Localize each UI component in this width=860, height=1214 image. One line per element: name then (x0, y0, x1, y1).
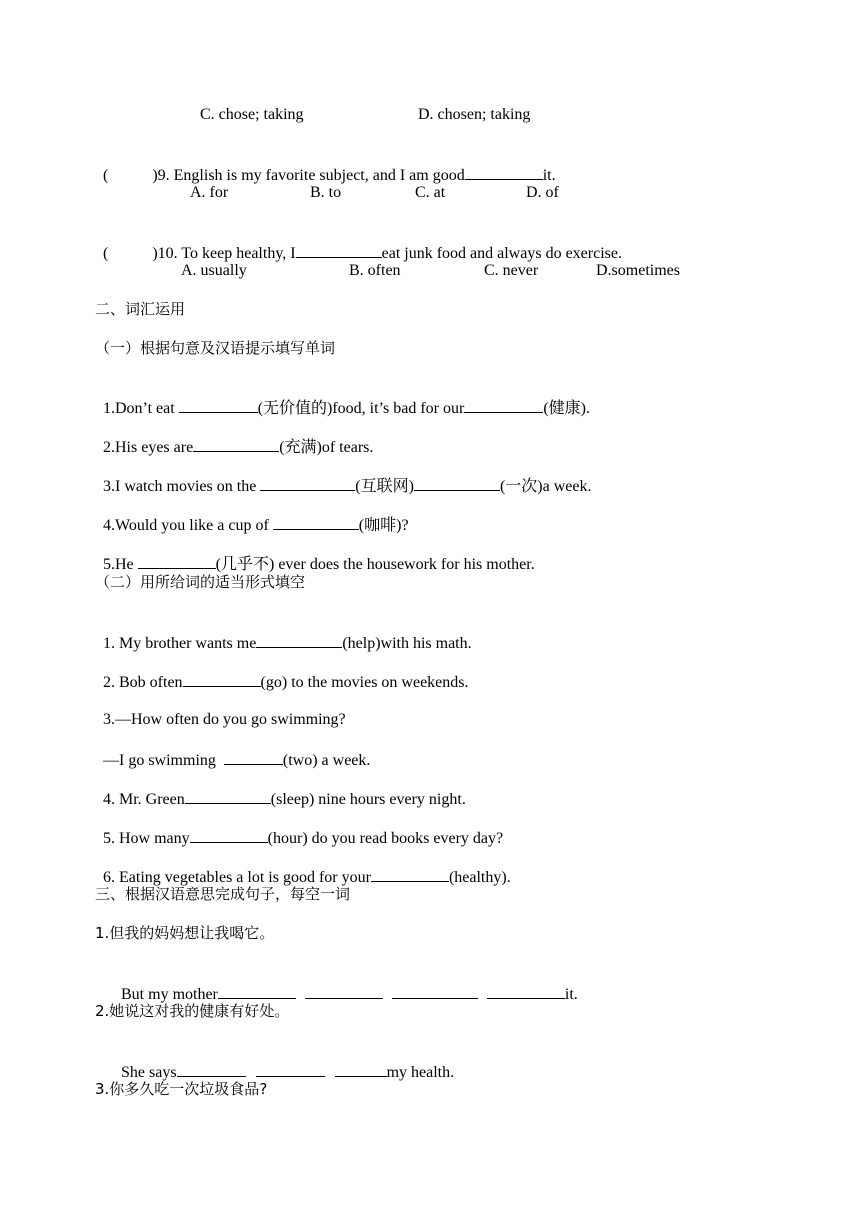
question-9 (95, 144, 556, 186)
translate-q1-chinese: 1.但我的妈妈想让我喝它。 (95, 924, 275, 942)
q10-option-c: C. never (484, 262, 539, 279)
answer-blank[interactable] (335, 1061, 387, 1077)
answer-blank[interactable] (193, 436, 279, 452)
q10-option-a: A. usually (181, 262, 247, 279)
form-q3-answer: —I go swimming (two) a week. (95, 729, 370, 771)
answer-blank[interactable] (177, 1061, 246, 1077)
vocab-q3: 3.I watch movies on the (互联网) (一次)a week. (95, 455, 592, 497)
answer-blank[interactable] (464, 397, 543, 413)
q9-option-c: C. at (415, 184, 446, 201)
vocab-q4: 4.Would you like a cup of (咖啡)? (95, 494, 409, 536)
answer-blank[interactable] (224, 749, 283, 765)
vocab-q1: 1.Don’t eat (无价值的)food, it’s bad for our (健康). (95, 377, 590, 419)
vocab-q2: 2.His eyes are (充满)of tears. (95, 416, 373, 458)
section-2-title: 二、词汇运用 (95, 300, 186, 318)
translate-q3-chinese: 3.你多久吃一次垃圾食品? (95, 1080, 268, 1098)
section-2-part-2-title: （二）用所给词的适当形式填空 (95, 573, 306, 591)
translate-q2-chinese: 2.她说这对我的健康有好处。 (95, 1002, 290, 1020)
q10-stem: )10. To keep healthy, I (152, 245, 296, 262)
form-q2: 2. Bob often (go) to the movies on weekends. (95, 651, 469, 693)
vocab-q5: 5.He (几乎不) ever does the housework for his mother. (95, 533, 535, 575)
form-q4: 4. Mr. Green (sleep) nine hours every night. (95, 768, 466, 810)
answer-blank[interactable] (138, 553, 216, 569)
section-2-part-1-title: （一）根据句意及汉语提示填写单词 (95, 339, 336, 357)
answer-blank[interactable] (296, 242, 382, 258)
answer-blank[interactable] (183, 671, 261, 687)
answer-blank[interactable] (190, 827, 268, 843)
q10-stem-end: eat junk food and always do exercise. (381, 245, 622, 262)
form-q1: 1. My brother wants me (help)with his math. (95, 612, 472, 654)
q8-option-d: D. chosen; taking (418, 106, 531, 123)
answer-blank[interactable] (371, 866, 449, 882)
answer-blank[interactable] (218, 983, 296, 999)
answer-blank[interactable] (305, 983, 383, 999)
translate-q1-english: But my mother it. (113, 963, 578, 1005)
q9-stem: )9. English is my favorite subject, and I am good (152, 167, 465, 184)
answer-blank[interactable] (179, 397, 258, 413)
q9-option-b: B. to (310, 184, 342, 201)
q10-option-d: D.sometimes (596, 262, 680, 279)
answer-blank[interactable] (392, 983, 478, 999)
answer-blank[interactable] (273, 514, 359, 530)
answer-space[interactable] (108, 165, 152, 180)
answer-paren: ( (103, 167, 109, 184)
q10-option-b: B. often (349, 262, 401, 279)
answer-blank[interactable] (256, 632, 342, 648)
answer-blank[interactable] (414, 475, 500, 491)
answer-space[interactable] (108, 243, 152, 258)
question-10 (95, 222, 622, 264)
q9-stem-end: it. (542, 167, 556, 184)
form-q6: 6. Eating vegetables a lot is good for your (healthy). (95, 846, 511, 888)
form-q5: 5. How many (hour) do you read books every day? (95, 807, 503, 849)
answer-blank[interactable] (260, 475, 355, 491)
section-3-title: 三、根据汉语意思完成句子，每空一词 (95, 885, 351, 903)
q9-option-d: D. of (526, 184, 559, 201)
answer-blank[interactable] (256, 1061, 325, 1077)
answer-blank[interactable] (185, 788, 271, 804)
form-q3-question: 3.—How often do you go swimming? (103, 711, 346, 728)
q8-option-c: C. chose; taking (200, 106, 304, 123)
answer-paren: ( (103, 245, 109, 262)
answer-blank[interactable] (487, 983, 565, 999)
answer-blank[interactable] (465, 164, 543, 180)
q9-option-a: A. for (190, 184, 229, 201)
translate-q2-english: She says my health. (113, 1041, 454, 1083)
